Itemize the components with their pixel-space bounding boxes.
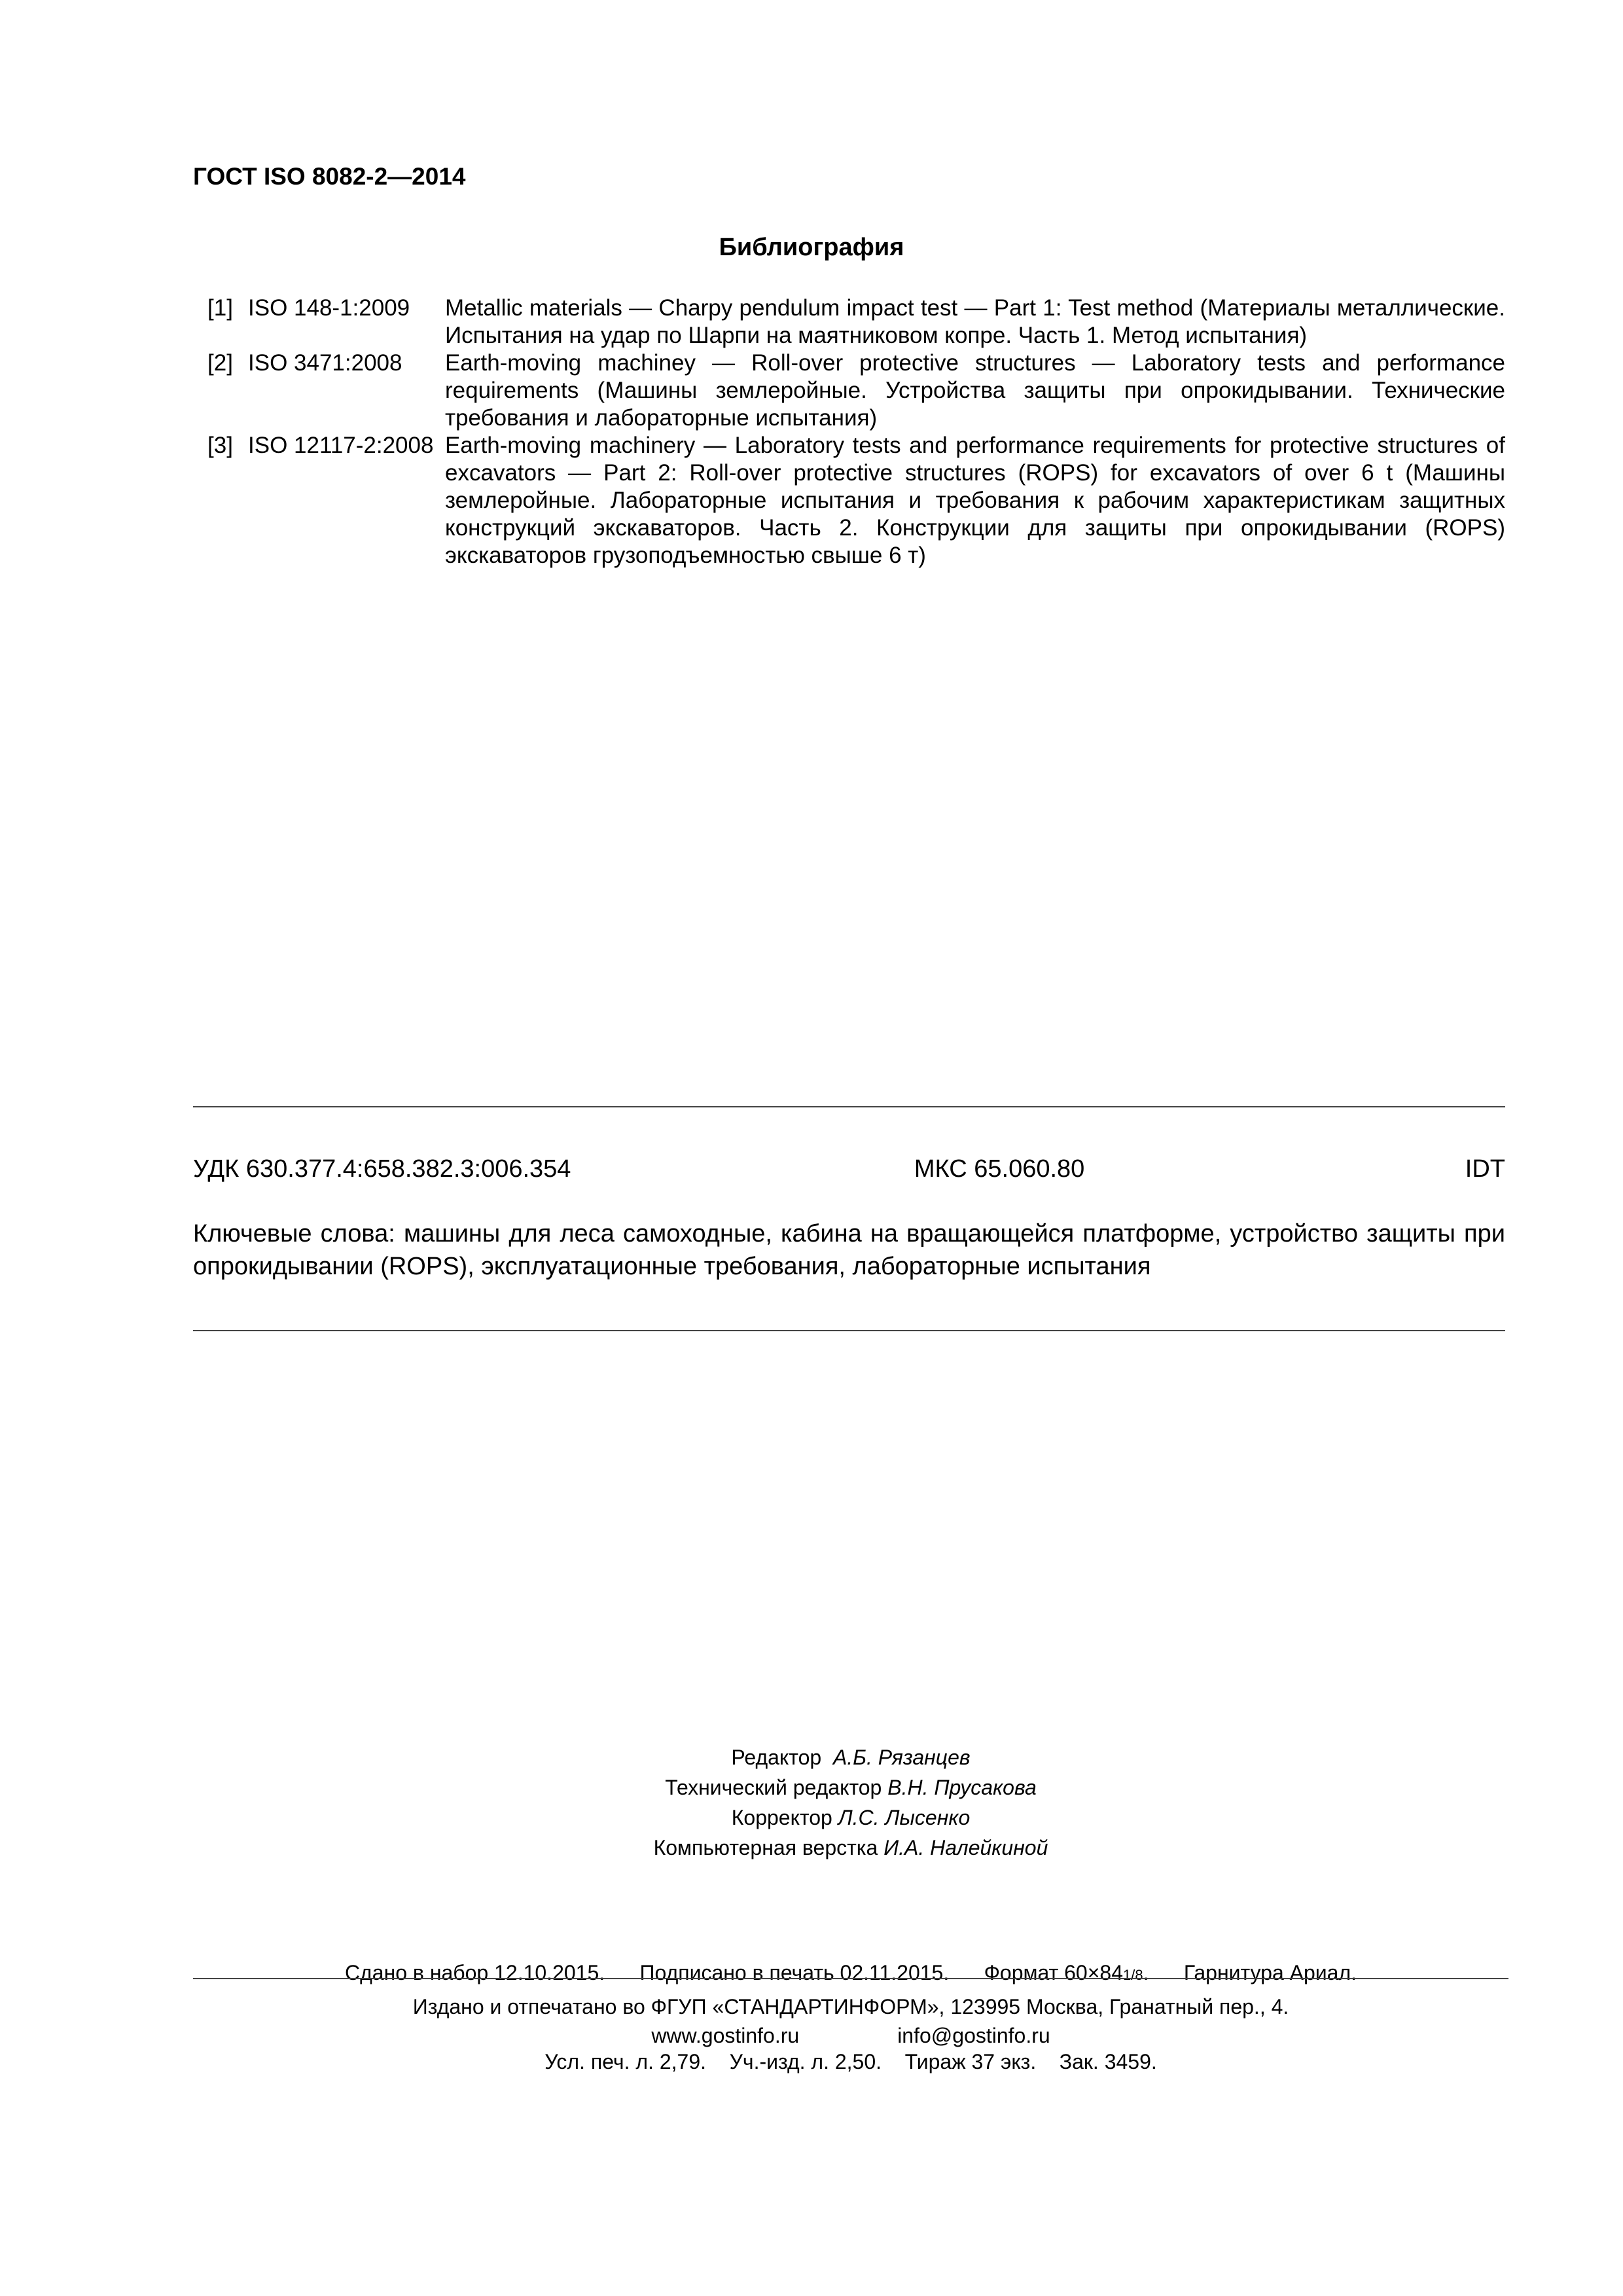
bottom-divider xyxy=(193,1330,1505,1331)
credit-line xyxy=(0,1772,1623,1803)
print-info-line-2 xyxy=(0,2047,1623,2076)
credit-role: Технический редактор xyxy=(665,1776,882,1799)
bibliography-ref xyxy=(193,432,445,459)
credit-name: И.А. Налейкиной xyxy=(883,1836,1048,1859)
signed-date: Подписано в печать 02.11.2015. xyxy=(639,1961,950,1984)
bibliography-ref xyxy=(193,350,445,377)
bibliography-item xyxy=(193,432,1505,569)
udk-code: УДК 630.377.4:658.382.3:006.354 xyxy=(193,1155,571,1183)
mks-code: МКС 65.060.80 xyxy=(914,1155,1085,1183)
credit-name: А.Б. Рязанцев xyxy=(832,1746,971,1769)
classification-row xyxy=(193,1153,1505,1185)
printed-sheets: Усл. печ. л. 2,79. xyxy=(544,2050,706,2073)
bibliography-standard: ISO 12117-2:2008 xyxy=(248,433,434,458)
bibliography-text: Earth-moving machinery — Laboratory tests and performance requirements for protective structures of excavators — Part 2: Roll-over protective structures (ROPS) for excavators of over 6 t (Машины землеройные. Лабораторные испытания и требования к рабочим характеристикам защитных конструкций экскаваторов. Часть 2. Конструкции для защиты при опрокидывании (ROPS) экскаваторов грузоподъемностью свыше 6 т) xyxy=(445,433,1505,568)
publisher-block xyxy=(0,1992,1623,2050)
bibliography-text: Earth-moving machiney — Roll-over protective structures — Laboratory tests and performance requirements (Машины землеройные. Устройства защиты при опрокидывании. Технические требования и лабораторные испытания) xyxy=(445,350,1505,431)
bibliography-ref xyxy=(193,295,445,322)
bibliography-number: [2] xyxy=(207,350,233,376)
top-divider xyxy=(193,1106,1505,1107)
publisher-divider xyxy=(193,1978,1508,1979)
bibliography-number: [1] xyxy=(207,295,233,321)
website-link[interactable]: www.gostinfo.ru xyxy=(651,2024,800,2047)
keywords: Ключевые слова: машины для леса самоходные, кабина на вращающейся платформе, устройство защиты при опрокидывании (ROPS), эксплуатационные требования, лабораторные испытания xyxy=(193,1220,1505,1280)
submitted-date: Сдано в набор 12.10.2015. xyxy=(344,1961,605,1984)
bibliography-item xyxy=(193,295,1505,350)
email-link[interactable]: info@gostinfo.ru xyxy=(897,2024,1050,2047)
bibliography-standard: ISO 148-1:2009 xyxy=(248,295,410,321)
publisher-line: Издано и отпечатано во ФГУП «СТАНДАРТИНФОРМ», 123995 Москва, Гранатный пер., 4. xyxy=(412,1995,1289,2018)
credit-line xyxy=(0,1742,1623,1772)
paper-format: Формат 60×84 xyxy=(984,1961,1123,1984)
paper-format-fraction: 1/8 xyxy=(1123,1967,1143,1983)
credit-role: Компьютерная верстка xyxy=(653,1836,878,1859)
credit-line xyxy=(0,1833,1623,1863)
edition-sheets: Уч.-изд. л. 2,50. xyxy=(729,2050,882,2073)
print-run: Тираж 37 экз. xyxy=(904,2050,1037,2073)
idt-mark: IDT xyxy=(1465,1155,1505,1183)
credit-role: Редактор xyxy=(731,1746,822,1769)
print-info-line-1: Сдано в набор 12.10.2015. Подписано в печать 02.11.2015. Формат 60×841/8. Гарнитура Ариал. xyxy=(344,1961,1357,1984)
bibliography-item xyxy=(193,350,1505,432)
credit-role: Корректор xyxy=(731,1806,832,1829)
bibliography-text: Metallic materials — Charpy pendulum impact test — Part 1: Test method (Материалы металлические. Испытания на удар по Шарпи на маятниковом копре. Часть 1. Метод испытания) xyxy=(445,295,1505,348)
bibliography-title: Библиография xyxy=(719,234,904,261)
bibliography-list xyxy=(193,295,1505,569)
credit-line xyxy=(0,1803,1623,1833)
bibliography-number: [3] xyxy=(207,433,233,458)
bibliography-standard: ISO 3471:2008 xyxy=(248,350,402,376)
publisher-contacts xyxy=(0,2021,1623,2050)
credits-block xyxy=(0,1742,1623,1863)
credit-name: Л.С. Лысенко xyxy=(838,1806,971,1829)
credit-name: В.Н. Прусакова xyxy=(887,1776,1037,1799)
typeface: Гарнитура Ариал. xyxy=(1183,1961,1357,1984)
order-number: Зак. 3459. xyxy=(1059,2050,1157,2073)
document-code: ГОСТ ISO 8082-2—2014 xyxy=(193,163,466,190)
